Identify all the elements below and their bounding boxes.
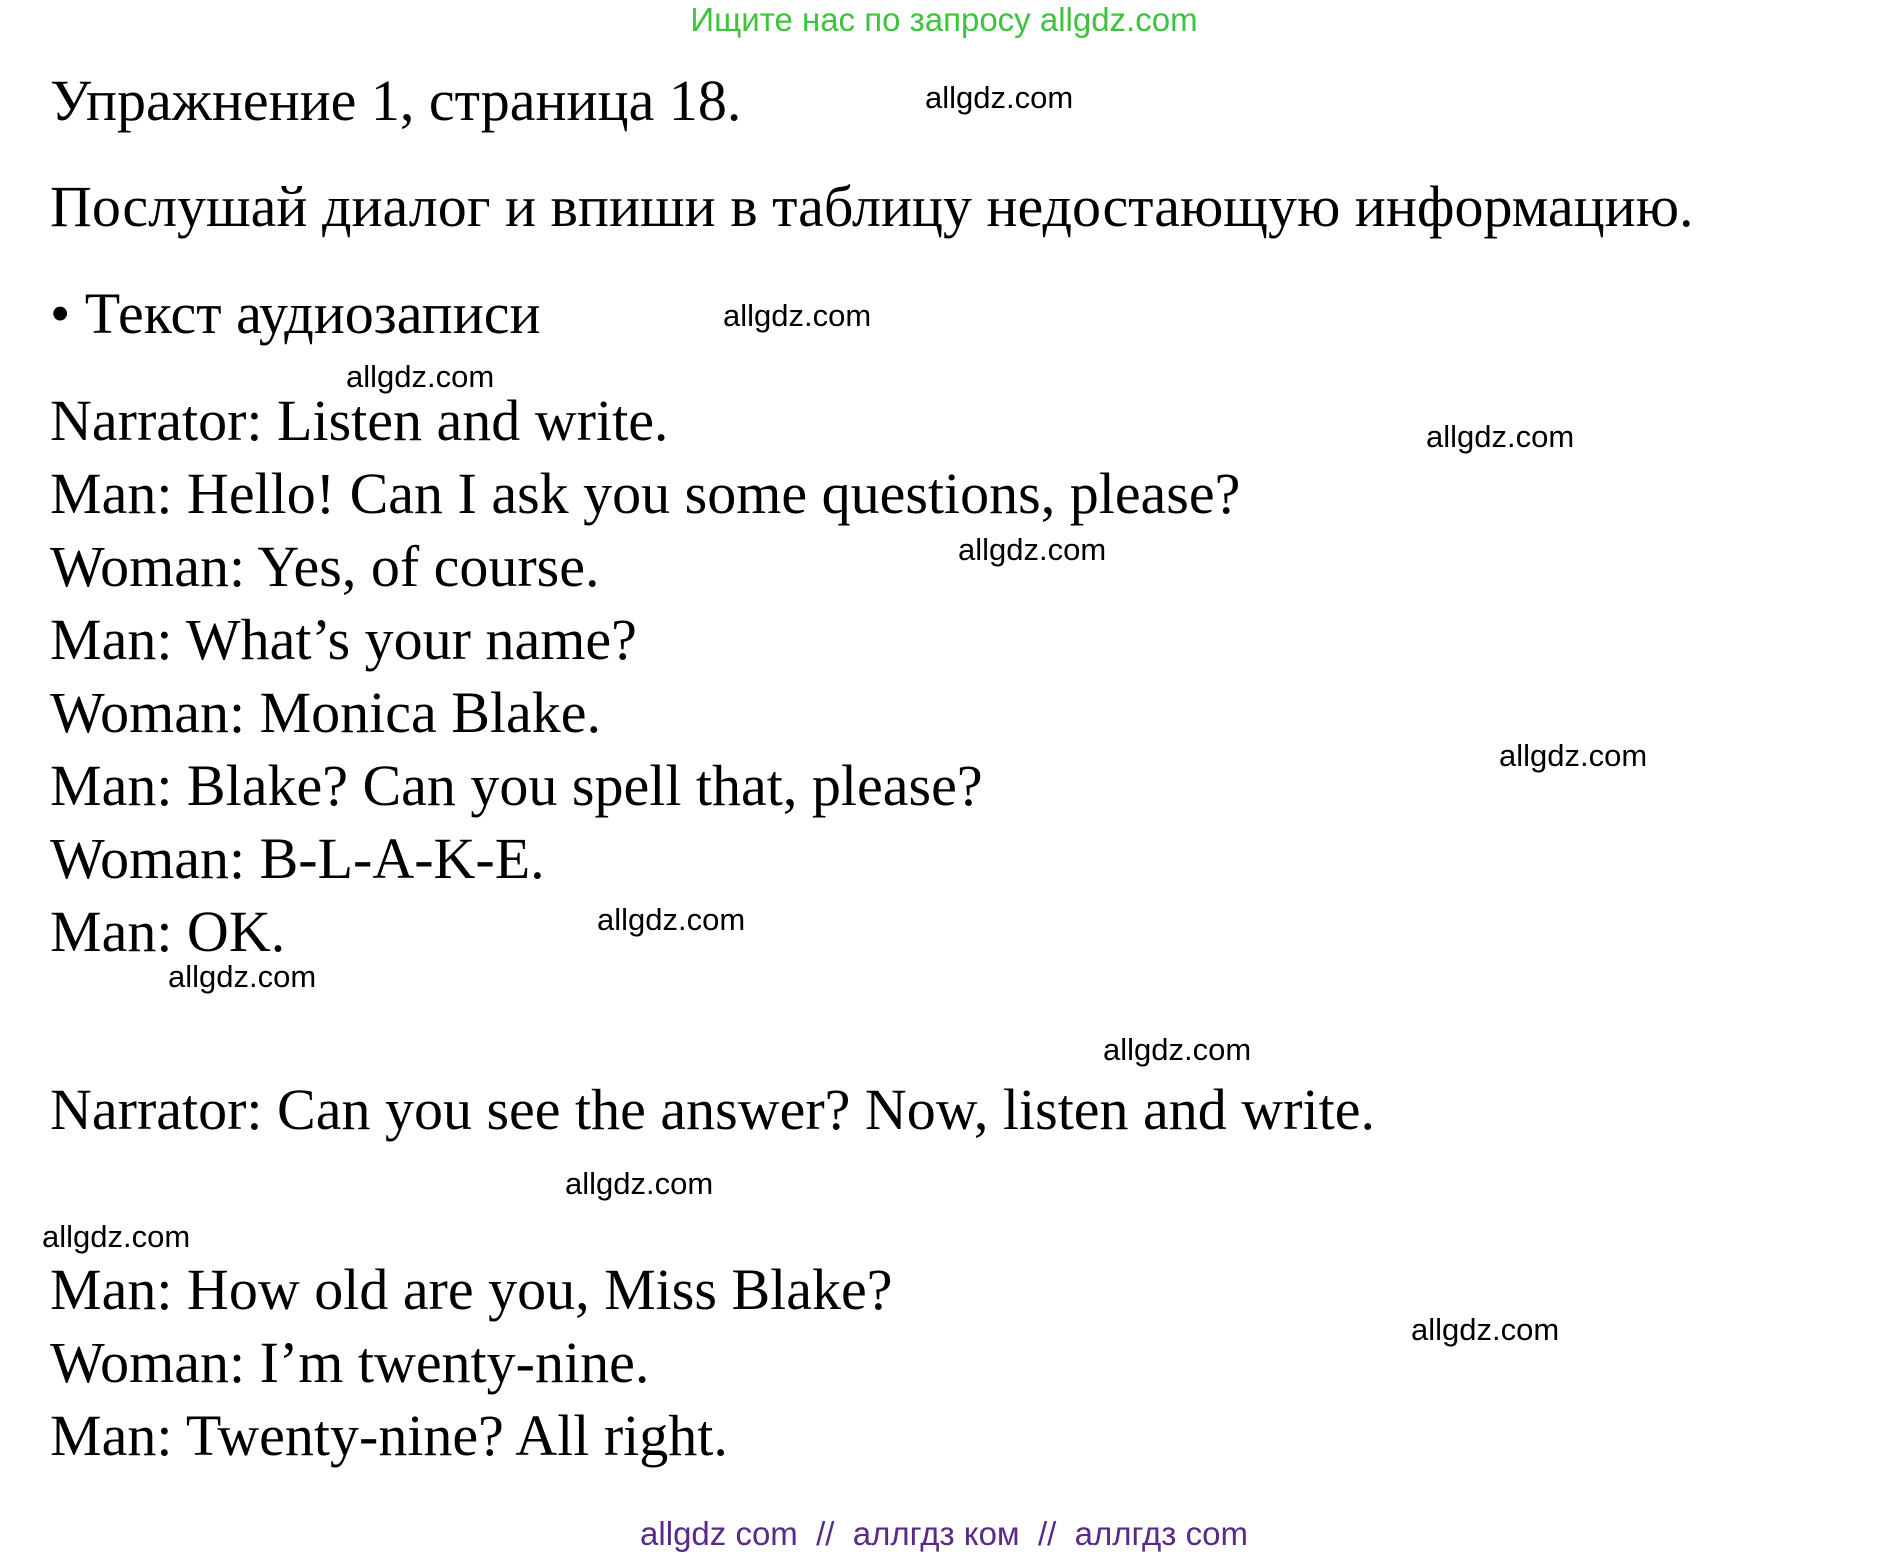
audio-transcript-heading: • Текст аудиозаписи	[50, 281, 541, 346]
dialog-line: Woman: B-L-A-K-E.	[50, 826, 545, 891]
dialog-line: Man: How old are you, Miss Blake?	[50, 1257, 893, 1322]
top-banner-link[interactable]: Ищите нас по запросу allgdz.com	[690, 1, 1198, 38]
watermark: allgdz.com	[565, 1166, 714, 1201]
watermark: allgdz.com	[597, 902, 746, 937]
footer-links[interactable]: allgdz com // аллгдз ком // аллгдз com	[640, 1515, 1248, 1552]
watermark: allgdz.com	[723, 298, 872, 333]
watermark: allgdz.com	[42, 1219, 191, 1254]
watermark: allgdz.com	[925, 80, 1074, 115]
watermark: allgdz.com	[346, 359, 495, 394]
watermark: allgdz.com	[1426, 419, 1575, 454]
dialog-line: Man: Hello! Can I ask you some questions, please?	[50, 461, 1241, 526]
dialog-line-narrator: Narrator: Can you see the answer? Now, listen and write.	[50, 1077, 1375, 1142]
dialog-line: Man: Twenty-nine? All right.	[50, 1403, 728, 1468]
dialog-line: Man: Blake? Can you spell that, please?	[50, 753, 983, 818]
watermark: allgdz.com	[168, 959, 317, 994]
watermark: allgdz.com	[958, 532, 1107, 567]
dialog-line: Woman: I’m twenty-nine.	[50, 1330, 650, 1395]
dialog-line: Man: OK.	[50, 899, 286, 964]
watermark: allgdz.com	[1499, 738, 1648, 773]
dialog-line: Man: What’s your name?	[50, 607, 637, 672]
exercise-title: Упражнение 1, страница 18.	[50, 68, 742, 133]
watermark: allgdz.com	[1103, 1032, 1252, 1067]
dialog-line: Woman: Yes, of course.	[50, 534, 600, 599]
watermark: allgdz.com	[1411, 1312, 1560, 1347]
dialog-line: Narrator: Listen and write.	[50, 388, 669, 453]
exercise-instruction: Послушай диалог и впиши в таблицу недостающую информацию.	[50, 174, 1694, 239]
dialog-line: Woman: Monica Blake.	[50, 680, 602, 745]
